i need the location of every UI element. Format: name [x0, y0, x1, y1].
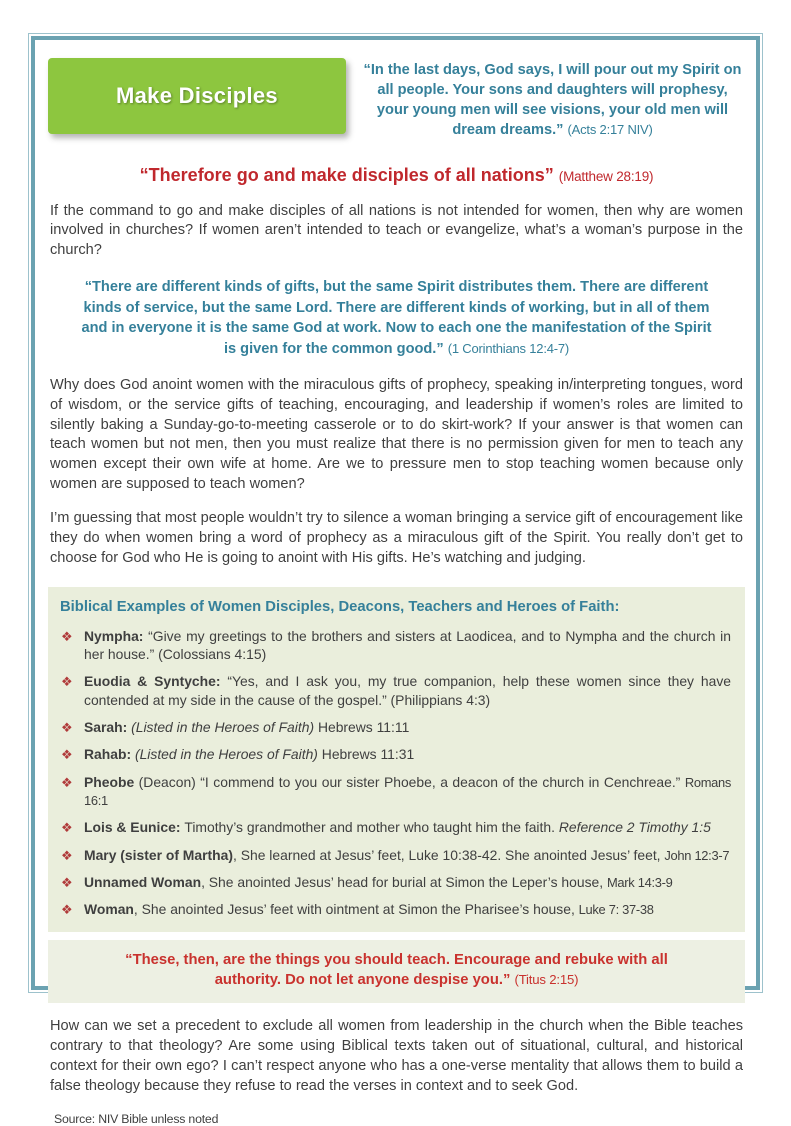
- paragraph-3: I’m guessing that most people wouldn’t try to silence a woman bringing a service gift of encouragement like they do when women bring a word of prophecy as a miraculous gift of the Spirit. You really don’t get to choose for God who He is going to anoint with His gifts. He’s watching and judging.: [50, 509, 743, 566]
- list-item-text: Unnamed Woman, She anointed Jesus’ head for burial at Simon the Leper’s house, Mark 14:3-9: [84, 873, 673, 890]
- source-note: Source: NIV Bible unless noted: [54, 1112, 219, 1126]
- list-item-text: Mary (sister of Martha), She learned at Jesus’ feet, Luke 10:38-42. She anointed Jesus’ feet, John 12:3-7: [84, 846, 730, 863]
- list-item: [58, 846, 733, 864]
- page-frame: [28, 33, 763, 1126]
- paragraph-2: Why does God anoint women with the miraculous gifts of prophecy, speaking in/interpreting tongues, word of wisdom, or the service gifts of teaching, encouraging, and leadership if women’s roles are limited to silently baking a Sunday-go-to-meeting casserole or to do skirt-work? If your answer is that women can teach women but not men, then you must realize that there is no permission given for men to teach any women except their own wife at home. Are we to pressure men to stop teaching women because only women are supposed to teach women?: [50, 376, 743, 493]
- diamond-bullet-icon: ❖: [61, 628, 73, 644]
- titus-citation: (Titus 2:15): [514, 972, 579, 988]
- diamond-bullet-icon: ❖: [61, 902, 73, 918]
- examples-heading: Biblical Examples of Women Disciples, Deacons, Teachers and Heroes of Faith:: [60, 598, 620, 615]
- paragraph-1: If the command to go and make disciples of all nations is not intended for women, then why are women involved in churches? If women aren’t intended to teach or evangelize, what’s a woman’s purpose in the church?: [50, 202, 743, 259]
- list-item-text: Lois & Eunice: Timothy’s grandmother and mother who taught him the faith. Reference 2 Timothy 1:5: [84, 819, 711, 836]
- list-item: [58, 672, 733, 709]
- corinthians-quote: [74, 277, 719, 360]
- list-item: [58, 773, 733, 810]
- examples-panel: [48, 587, 745, 932]
- list-item-text: Nympha: “Give my greetings to the brothers and sisters at Laodicea, and to Nympha and the church in her house.” (Colossians 4:15): [84, 627, 731, 662]
- list-item-text: Pheobe (Deacon) “I commend to you our sister Phoebe, a deacon of the church in Cenchreae.” Romans 16:1: [84, 773, 732, 808]
- list-item: [58, 745, 733, 763]
- list-item: [58, 873, 733, 891]
- list-item: [58, 818, 733, 836]
- mission-citation: (Matthew 28:19): [558, 168, 654, 184]
- examples-list: [58, 627, 733, 919]
- mission-heading: [48, 165, 745, 186]
- diamond-bullet-icon: ❖: [61, 820, 73, 836]
- diamond-bullet-icon: ❖: [61, 674, 73, 690]
- diamond-bullet-icon: ❖: [61, 874, 73, 890]
- acts-quote-text: “In the last days, God says, I will pour out my Spirit on all people. Your sons and daughters will prophesy, your young men will see visions, your old men will dream dreams.”: [363, 62, 742, 139]
- title-banner: [48, 58, 346, 134]
- acts-citation: (Acts 2:17 NIV): [567, 122, 653, 138]
- corinthians-citation: (1 Corinthians 12:4-7): [447, 341, 570, 357]
- list-item: [58, 900, 733, 918]
- corinthians-quote-text: “There are different kinds of gifts, but the same Spirit distributes them. There are different kinds of service, but the same Lord. There are different kinds of working, but in all of them and in everyone it is the same God at work. Now to each one the manifestation of the Spirit is given for the common good.”: [81, 279, 712, 358]
- titus-quote-panel: [48, 940, 745, 1003]
- diamond-bullet-icon: ❖: [61, 847, 73, 863]
- list-item: [58, 718, 733, 736]
- list-item-text: Euodia & Syntyche: “Yes, and I ask you, my true companion, help these women since they have contended at my side in the cause of the gospel.” (Philippians 4:3): [84, 673, 731, 708]
- acts-quote: [360, 58, 745, 141]
- list-item-text: Sarah: (Listed in the Heroes of Faith) Hebrews 11:11: [84, 718, 410, 735]
- page-title: Make Disciples: [116, 83, 278, 108]
- paragraph-4: How can we set a precedent to exclude all women from leadership in the church when the Bible teaches contrary to that theology? Are some using Biblical texts taken out of situational, cultural, and historical context for their own ego? I can’t respect anyone who has a one-verse mentality that allows them to build a false theology because they refuse to read the verses in context and to seek God.: [50, 1018, 743, 1094]
- list-item: [58, 627, 733, 664]
- header: [48, 58, 745, 141]
- diamond-bullet-icon: ❖: [61, 747, 73, 763]
- diamond-bullet-icon: ❖: [61, 719, 73, 735]
- list-item-text: Woman, She anointed Jesus’ feet with ointment at Simon the Pharisee’s house, Luke 7: 37-38: [84, 901, 654, 918]
- page-content: [31, 36, 760, 1126]
- mission-heading-text: “Therefore go and make disciples of all nations”: [139, 164, 559, 185]
- titus-quote-text: “These, then, are the things you should teach. Encourage and rebuke with all authority. Do not let anyone despise you.”: [125, 951, 668, 989]
- list-item-text: Rahab: (Listed in the Heroes of Faith) Hebrews 11:31: [84, 746, 415, 763]
- diamond-bullet-icon: ❖: [61, 774, 73, 790]
